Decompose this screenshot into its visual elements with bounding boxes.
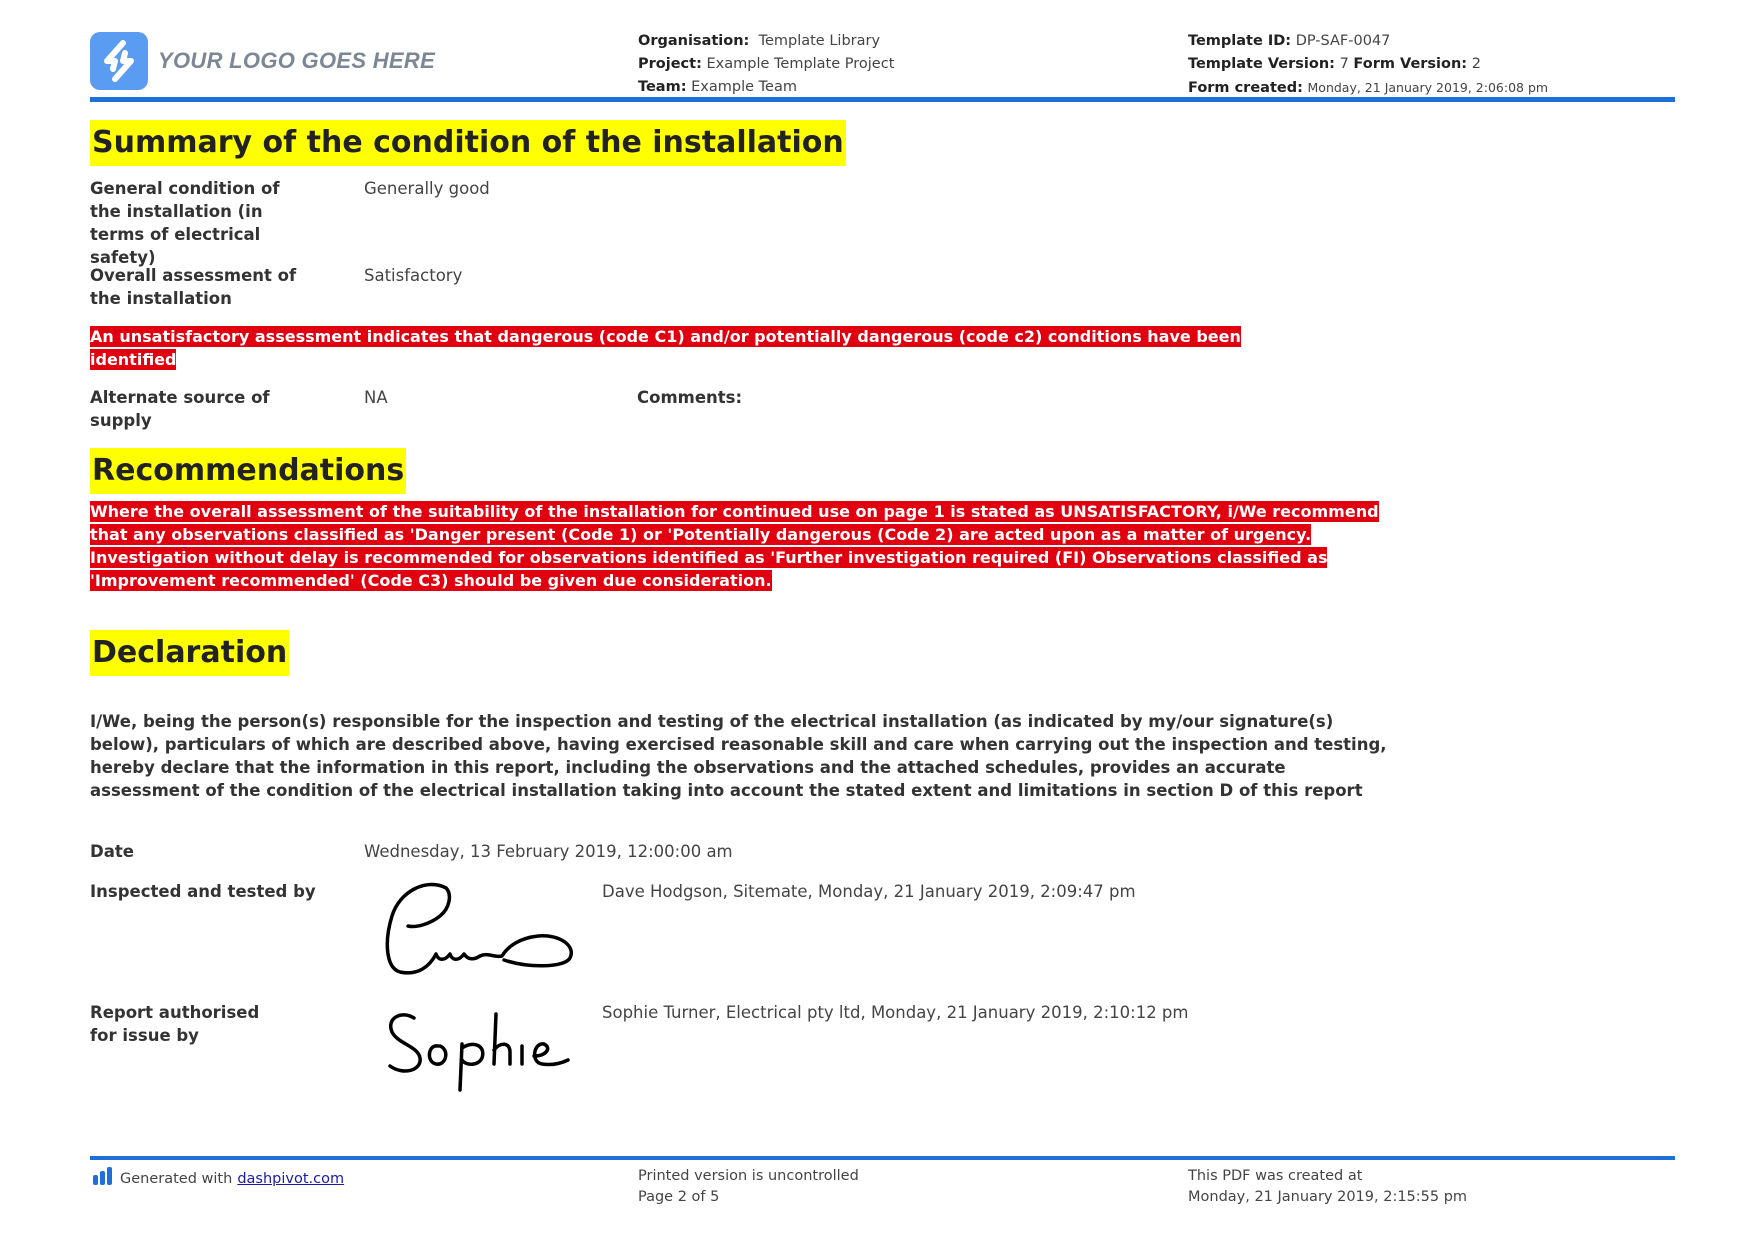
inspector-signature [378,876,578,990]
dashpivot-icon [92,1166,114,1193]
recommendations-text: Where the overall assessment of the suitability of the installation for continued use on page 1 is stated as UNSATISFACTORY, i/We recommend that any observations classified as 'Danger present (Code 1) or 'Potentially dangerous (Code 2) are acted upon as a matter of urgency. Investigation without delay is recommended for observations identified as 'Further investigation required (FI) Observations classified as 'Improvement recommended' (Code C3) should be given due consideration. [90,502,1379,590]
overall-assessment-label: Overall assessment of the installation [90,266,297,308]
print-note-block [638,1166,859,1208]
recommendations-title: Recommendations [90,448,406,494]
alternate-source-label: Alternate source of supply [90,388,270,430]
page-header [90,28,1675,102]
general-condition-value: Generally good [364,179,490,198]
unsatisfactory-warning: An unsatisfactory assessment indicates that dangerous (code C1) and/or potentially dangerous (code c2) conditions have been identified [90,327,1241,369]
alternate-source-value: NA [364,388,388,407]
comments-label: Comments: [637,388,743,407]
date-label: Date [90,842,134,861]
overall-assessment-value: Satisfactory [364,266,463,285]
version-row: Template Version: 7 Form Version: 2 [1188,56,1481,72]
organisation-row: Organisation: Template Library [638,33,881,49]
declaration-title: Declaration [90,630,289,676]
declaration-text: I/We, being the person(s) responsible for the inspection and testing of the electrical installation (as indicated by my/our signature(s) below), particulars of which are described above, having exercised reasonable skill and care when carrying out the inspection and testing, hereby declare that the information in this report, including the observations and the attached schedules, provides an accurate assessment of the condition of the electrical installation taking into account the stated extent and limitations in section D of this report [90,712,1387,800]
project-value: Example Template Project [706,56,895,72]
header-org-block [638,30,894,99]
authorised-by-label: Report authorised for issue by [90,1003,260,1045]
template-id-row: Template ID: DP-SAF-0047 [1188,33,1391,49]
inspected-by-value: Dave Hodgson, Sitemate, Monday, 21 January 2019, 2:09:47 pm [602,882,1136,901]
form-created-row: Form created: Monday, 21 January 2019, 2:06:08 pm [1188,80,1549,96]
template-id-value: DP-SAF-0047 [1295,33,1391,49]
logo-text: YOUR LOGO GOES HERE [158,48,436,73]
page-footer [90,1156,1675,1205]
logo-icon [90,32,148,90]
pdf-created-value: Monday, 21 January 2019, 2:15:55 pm [1188,1189,1468,1205]
inspected-by-label: Inspected and tested by [90,882,316,901]
date-value: Wednesday, 13 February 2019, 12:00:00 am [364,842,733,861]
pdf-created-label: This PDF was created at [1188,1168,1363,1184]
project-row: Project: Example Template Project [638,56,895,72]
authoriser-signature [382,1006,572,1100]
summary-title: Summary of the condition of the installation [90,120,846,166]
authorised-by-value: Sophie Turner, Electrical pty ltd, Monday, 21 January 2019, 2:10:12 pm [602,1003,1189,1022]
template-version-value: 7 [1339,56,1349,72]
team-row: Team: Example Team [638,79,797,95]
organisation-value: Template Library [758,33,881,49]
printed-note: Printed version is uncontrolled [638,1168,859,1184]
page-number: Page 2 of 5 [638,1189,720,1205]
logo [90,32,435,90]
header-template-block [1188,30,1548,100]
form-version-value: 2 [1471,56,1481,72]
team-value: Example Team [691,79,797,95]
dashpivot-link[interactable]: dashpivot.com [237,1171,345,1187]
pdf-created-block [1188,1166,1467,1208]
form-created-value: Monday, 21 January 2019, 2:06:08 pm [1307,80,1549,95]
generated-with: Generated with dashpivot.com [92,1166,344,1193]
general-condition-label: General condition of the installation (in terms of electrical safety) [90,179,280,267]
